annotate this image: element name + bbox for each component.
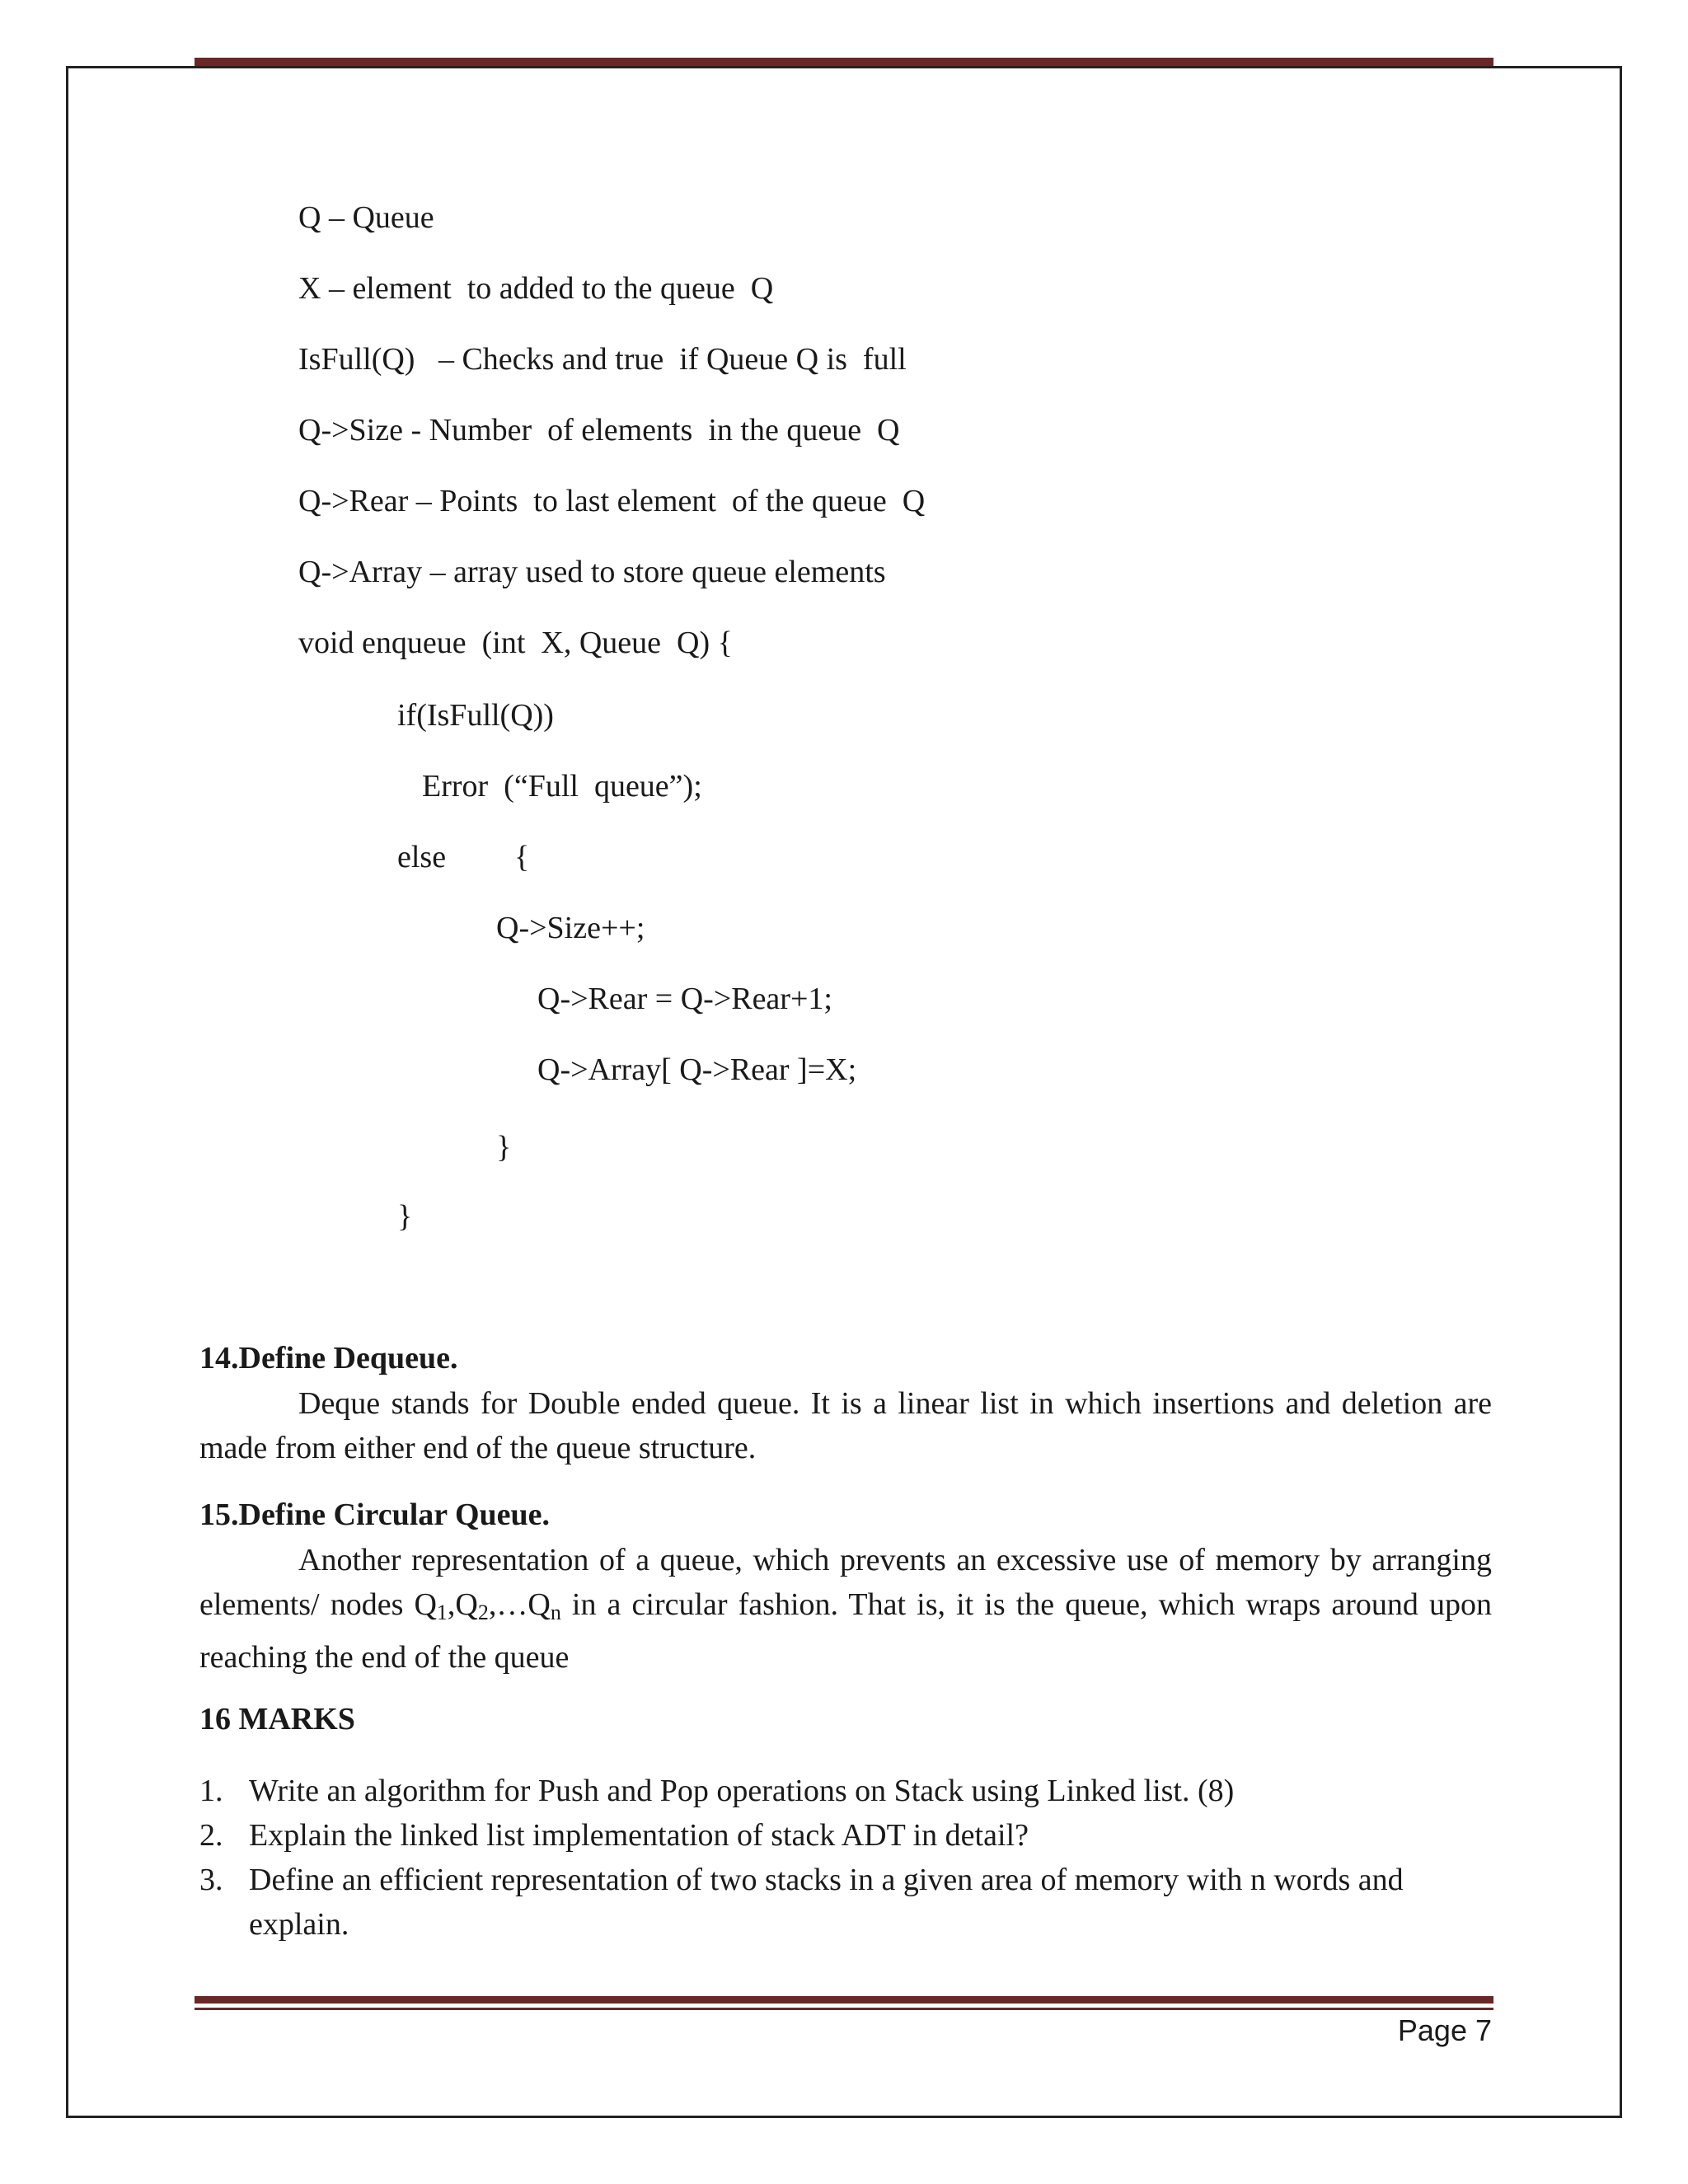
code-line: Q->Size++;	[496, 911, 645, 945]
code-line: }	[397, 1199, 413, 1234]
question-15-body	[199, 1538, 1492, 1680]
question-14-text: Deque stands for Double ended queue. It is a linear list in which insertions and deletion are made from either end of the queue structure.	[199, 1386, 1492, 1465]
code-line: Error (“Full queue”);	[422, 769, 702, 804]
footer-rule	[195, 1996, 1493, 2004]
question-15-text: ,…Q	[488, 1587, 551, 1622]
list-number: 3.	[199, 1863, 223, 1897]
marks-heading: 16 MARKS	[199, 1702, 355, 1736]
list-text: Write an algorithm for Push and Pop operations on Stack using Linked list. (8)	[249, 1774, 1235, 1808]
question-14-body	[199, 1381, 1492, 1470]
code-line: if(IsFull(Q))	[397, 698, 554, 733]
list-number: 2.	[199, 1818, 223, 1853]
list-text: Define an efficient representation of two stacks in a given area of memory with n words and explain.	[249, 1863, 1404, 1942]
definition-line: Q->Array – array used to store queue elements	[298, 555, 886, 589]
subscript: n	[550, 1601, 561, 1624]
list-item	[199, 1813, 1492, 1858]
page-number: Page 7	[1397, 2013, 1492, 2047]
list-item	[199, 1858, 1492, 1947]
list-item	[199, 1769, 1492, 1813]
code-line: else	[397, 840, 447, 874]
question-15-text: in a circular fashion. That is, it is the queue, which wraps around upon reaching the end of the queue	[199, 1587, 1492, 1675]
question-15-heading: 15.Define Circular Queue.	[199, 1497, 550, 1532]
definition-line: Q->Size - Number of elements in the queue Q	[298, 413, 900, 448]
definition-line: X – element to added to the queue Q	[298, 271, 774, 306]
code-line: Q->Rear = Q->Rear+1;	[537, 982, 832, 1016]
subscript: 1	[436, 1601, 448, 1624]
question-list	[199, 1769, 1492, 1947]
question-15-text: Another representation of a queue, which prevents an excessive use of memory by arranging elements/ nodes Q	[199, 1543, 1492, 1622]
code-line: Q->Array[ Q->Rear ]=X;	[537, 1052, 857, 1087]
definition-line: Q – Queue	[298, 200, 434, 235]
definition-line: Q->Rear – Points to last element of the queue Q	[298, 484, 926, 518]
footer-rule-thin	[195, 2008, 1493, 2010]
code-line: void enqueue (int X, Queue Q) {	[298, 626, 733, 660]
subscript: 2	[477, 1601, 489, 1624]
code-line: {	[514, 840, 530, 874]
list-number: 1.	[199, 1774, 223, 1808]
question-14-heading: 14.Define Dequeue.	[199, 1341, 458, 1376]
header-rule	[195, 58, 1493, 66]
definition-line: IsFull(Q) – Checks and true if Queue Q is full	[298, 342, 907, 377]
list-text: Explain the linked list implementation of stack ADT in detail?	[249, 1818, 1029, 1853]
code-line: }	[496, 1130, 512, 1165]
question-15-text: ,Q	[447, 1587, 478, 1622]
